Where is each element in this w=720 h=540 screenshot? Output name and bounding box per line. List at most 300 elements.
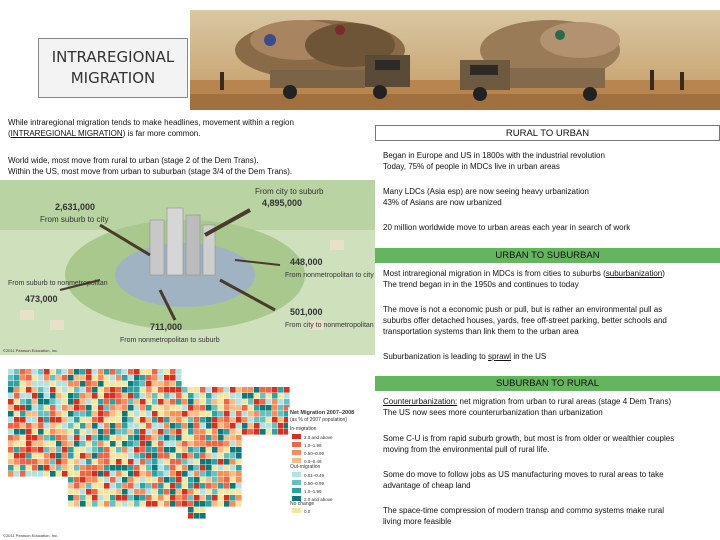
- city-to-nonmetro-count: 501,000: [290, 307, 323, 317]
- county-cell: [110, 489, 116, 495]
- county-cell: [50, 399, 56, 405]
- county-cell: [164, 471, 170, 477]
- county-cell: [170, 387, 176, 393]
- county-cell: [152, 453, 158, 459]
- county-cell: [164, 495, 170, 501]
- county-cell: [38, 375, 44, 381]
- county-cell: [98, 369, 104, 375]
- county-cell: [32, 417, 38, 423]
- county-cell: [116, 375, 122, 381]
- county-cell: [122, 405, 128, 411]
- county-cell: [128, 393, 134, 399]
- county-cell: [14, 417, 20, 423]
- county-cell: [248, 411, 254, 417]
- county-cell: [26, 423, 32, 429]
- county-cell: [92, 471, 98, 477]
- urban-suburban-p2-line-3: transportation systems than link them to the urban area: [383, 327, 579, 336]
- map-credit: ©2011 Pearson Education, Inc.: [3, 533, 59, 538]
- county-cell: [92, 453, 98, 459]
- county-cell: [62, 459, 68, 465]
- county-cell: [224, 453, 230, 459]
- urban-suburban-p2-line-2: suburbs offer detached houses, yards, free off-street parking, better schools and: [383, 316, 667, 325]
- county-cell: [122, 387, 128, 393]
- county-cell: [98, 495, 104, 501]
- county-cell: [128, 489, 134, 495]
- county-cell: [206, 441, 212, 447]
- county-cell: [146, 381, 152, 387]
- county-cell: [8, 417, 14, 423]
- suburb-to-nonmetro-label: From suburb to nonmetropolitan: [8, 280, 108, 287]
- county-cell: [140, 369, 146, 375]
- county-cell: [170, 483, 176, 489]
- suburban-rural-p2-line-2: moving from the environmental pull of rural life.: [383, 445, 550, 454]
- county-cell: [152, 381, 158, 387]
- county-cell: [284, 387, 290, 393]
- county-cell: [44, 441, 50, 447]
- county-cell: [104, 483, 110, 489]
- county-cell: [74, 381, 80, 387]
- county-cell: [92, 489, 98, 495]
- suburban-to-rural-heading: SUBURBAN TO RURAL: [375, 376, 720, 391]
- county-cell: [122, 465, 128, 471]
- county-cell: [26, 375, 32, 381]
- county-cell: [92, 411, 98, 417]
- rural-urban-p2-line-2: 43% of Asians are now urbanized: [383, 198, 502, 207]
- county-cell: [212, 501, 218, 507]
- county-cell: [56, 459, 62, 465]
- county-cell: [230, 387, 236, 393]
- county-cell: [140, 393, 146, 399]
- county-cell: [92, 477, 98, 483]
- county-cell: [92, 369, 98, 375]
- county-cell: [14, 453, 20, 459]
- county-cell: [104, 447, 110, 453]
- county-cell: [200, 513, 206, 519]
- county-cell: [152, 459, 158, 465]
- county-cell: [206, 459, 212, 465]
- county-cell: [134, 423, 140, 429]
- county-cell: [98, 489, 104, 495]
- county-cell: [224, 417, 230, 423]
- county-cell: [140, 411, 146, 417]
- county-cell: [212, 489, 218, 495]
- worldwide-line-1: World wide, most move from rural to urban (stage 2 of the Dem Trans).: [8, 156, 259, 165]
- county-cell: [98, 393, 104, 399]
- county-cell: [146, 399, 152, 405]
- legend-out-label-2: 1.0–1.99: [304, 489, 322, 494]
- county-cell: [236, 393, 242, 399]
- county-cell: [230, 405, 236, 411]
- county-cell: [86, 429, 92, 435]
- county-cell: [74, 495, 80, 501]
- county-cell: [8, 405, 14, 411]
- county-cell: [26, 399, 32, 405]
- county-cell: [68, 423, 74, 429]
- county-cell: [110, 411, 116, 417]
- suburban-rural-p4-line-1: The space-time compression of modern transp and commo systems make rural: [383, 506, 664, 515]
- county-cell: [254, 393, 260, 399]
- intro-line-2: [8, 128, 373, 139]
- county-cell: [14, 471, 20, 477]
- county-cell: [158, 459, 164, 465]
- county-cell: [122, 495, 128, 501]
- county-cell: [218, 453, 224, 459]
- county-cell: [146, 471, 152, 477]
- county-cell: [122, 471, 128, 477]
- intraregional-migration-diagram: [0, 180, 375, 355]
- county-cell: [26, 381, 32, 387]
- county-cell: [26, 435, 32, 441]
- county-cell: [236, 465, 242, 471]
- county-cell: [14, 399, 20, 405]
- county-cell: [110, 453, 116, 459]
- county-cell: [224, 393, 230, 399]
- county-cell: [62, 369, 68, 375]
- county-cell: [86, 495, 92, 501]
- county-cell: [122, 477, 128, 483]
- county-cell: [56, 453, 62, 459]
- county-cell: [194, 465, 200, 471]
- county-cell: [152, 417, 158, 423]
- county-cell: [116, 453, 122, 459]
- intro-line-1: While intraregional migration tends to make headlines, movement within a region: [8, 118, 294, 127]
- county-cell: [92, 495, 98, 501]
- county-cell: [86, 489, 92, 495]
- county-cell: [218, 495, 224, 501]
- county-cell: [80, 375, 86, 381]
- county-cell: [194, 429, 200, 435]
- county-cell: [212, 411, 218, 417]
- county-cell: [26, 417, 32, 423]
- county-cell: [116, 489, 122, 495]
- county-cell: [98, 387, 104, 393]
- county-cell: [110, 417, 116, 423]
- county-cell: [224, 387, 230, 393]
- county-cell: [170, 465, 176, 471]
- county-cell: [278, 399, 284, 405]
- county-cell: [56, 429, 62, 435]
- county-cell: [92, 399, 98, 405]
- county-cell: [20, 441, 26, 447]
- county-cell: [164, 381, 170, 387]
- county-cell: [230, 477, 236, 483]
- county-cell: [38, 429, 44, 435]
- county-cell: [260, 417, 266, 423]
- county-cell: [140, 501, 146, 507]
- county-cell: [158, 495, 164, 501]
- county-cell: [8, 381, 14, 387]
- county-cell: [140, 477, 146, 483]
- county-cell: [278, 423, 284, 429]
- county-cell: [20, 453, 26, 459]
- county-cell: [50, 435, 56, 441]
- county-cell: [110, 447, 116, 453]
- county-cell: [170, 441, 176, 447]
- county-cell: [68, 465, 74, 471]
- county-cell: [188, 411, 194, 417]
- county-cell: [194, 471, 200, 477]
- county-cell: [212, 477, 218, 483]
- county-cell: [266, 387, 272, 393]
- county-cell: [260, 387, 266, 393]
- county-cell: [56, 423, 62, 429]
- county-cell: [116, 477, 122, 483]
- urban-to-suburban-heading: URBAN TO SUBURBAN: [375, 248, 720, 263]
- county-cell: [242, 429, 248, 435]
- county-cell: [134, 369, 140, 375]
- county-cell: [140, 429, 146, 435]
- county-cell: [20, 405, 26, 411]
- county-cell: [158, 435, 164, 441]
- county-cell: [116, 423, 122, 429]
- county-cell: [176, 483, 182, 489]
- county-cell: [32, 447, 38, 453]
- county-cell: [182, 417, 188, 423]
- county-cell: [68, 369, 74, 375]
- county-cell: [26, 429, 32, 435]
- county-cell: [188, 465, 194, 471]
- county-cell: [20, 435, 26, 441]
- county-cell: [14, 429, 20, 435]
- county-cell: [170, 453, 176, 459]
- county-cell: [218, 435, 224, 441]
- county-cell: [56, 399, 62, 405]
- diagram-credit: ©2011 Pearson Education, Inc.: [3, 348, 59, 353]
- county-cell: [50, 375, 56, 381]
- county-cell: [20, 387, 26, 393]
- urban-suburban-paragraph-3: [383, 351, 718, 362]
- county-cell: [20, 429, 26, 435]
- county-cell: [50, 447, 56, 453]
- county-cell: [206, 435, 212, 441]
- county-cell: [152, 441, 158, 447]
- county-cell: [188, 453, 194, 459]
- county-cell: [32, 441, 38, 447]
- county-cell: [140, 483, 146, 489]
- county-cell: [146, 375, 152, 381]
- county-cell: [224, 447, 230, 453]
- county-cell: [224, 471, 230, 477]
- county-cell: [158, 465, 164, 471]
- county-cell: [146, 423, 152, 429]
- county-cell: [188, 417, 194, 423]
- county-cell: [212, 435, 218, 441]
- county-cell: [146, 435, 152, 441]
- county-cell: [14, 381, 20, 387]
- county-cell: [62, 417, 68, 423]
- county-cell: [182, 393, 188, 399]
- county-cell: [98, 375, 104, 381]
- county-cell: [110, 435, 116, 441]
- county-cell: [50, 369, 56, 375]
- county-cell: [56, 375, 62, 381]
- county-cell: [170, 423, 176, 429]
- county-cell: [164, 435, 170, 441]
- county-cell: [206, 447, 212, 453]
- county-cell: [74, 483, 80, 489]
- county-cell: [170, 381, 176, 387]
- county-cell: [116, 405, 122, 411]
- county-cell: [176, 429, 182, 435]
- county-cell: [20, 369, 26, 375]
- county-cell: [62, 423, 68, 429]
- county-cell: [134, 453, 140, 459]
- county-cell: [206, 477, 212, 483]
- county-cell: [272, 429, 278, 435]
- worldwide-line-2: Within the US, most move from urban to suburban (stage 3/4 of the Dem Trans).: [8, 167, 293, 176]
- county-cell: [278, 405, 284, 411]
- county-cell: [38, 471, 44, 477]
- county-cell: [128, 459, 134, 465]
- county-cell: [188, 387, 194, 393]
- county-cell: [68, 381, 74, 387]
- county-cell: [194, 453, 200, 459]
- urban-suburban-p1-line-1: [383, 268, 718, 279]
- county-cell: [164, 447, 170, 453]
- county-cell: [158, 489, 164, 495]
- county-cell: [80, 435, 86, 441]
- county-cell: [146, 447, 152, 453]
- county-cell: [170, 411, 176, 417]
- county-cell: [206, 489, 212, 495]
- county-cell: [218, 393, 224, 399]
- county-cell: [206, 453, 212, 459]
- county-cell: [278, 411, 284, 417]
- nonmetro-to-suburb-label: From nonmetropolitan to suburb: [120, 337, 220, 344]
- county-cell: [218, 471, 224, 477]
- county-cell: [200, 405, 206, 411]
- county-cell: [230, 489, 236, 495]
- county-cell: [224, 465, 230, 471]
- county-cell: [80, 423, 86, 429]
- county-cell: [152, 375, 158, 381]
- county-cell: [224, 489, 230, 495]
- county-cell: [74, 417, 80, 423]
- urban-suburban-p3-text-a: Suburbanization is leading to: [383, 352, 488, 361]
- county-cell: [62, 441, 68, 447]
- county-cell: [134, 405, 140, 411]
- county-cell: [98, 411, 104, 417]
- county-cell: [44, 375, 50, 381]
- county-cell: [20, 399, 26, 405]
- county-cell: [230, 459, 236, 465]
- urban-suburban-paragraph-2: [383, 304, 718, 337]
- county-cell: [122, 447, 128, 453]
- us-net-migration-map: [0, 355, 375, 540]
- county-cell: [44, 399, 50, 405]
- county-cell: [164, 441, 170, 447]
- county-cell: [26, 411, 32, 417]
- county-cell: [92, 501, 98, 507]
- county-cell: [56, 387, 62, 393]
- suburban-rural-paragraph-4: [383, 505, 718, 527]
- county-cell: [272, 387, 278, 393]
- county-cell: [38, 381, 44, 387]
- county-cell: [74, 399, 80, 405]
- county-cell: [80, 405, 86, 411]
- county-cell: [62, 381, 68, 387]
- county-cell: [212, 495, 218, 501]
- county-cell: [92, 405, 98, 411]
- county-cell: [74, 435, 80, 441]
- county-cell: [116, 411, 122, 417]
- county-cell: [188, 477, 194, 483]
- county-cell: [104, 423, 110, 429]
- county-cell: [74, 429, 80, 435]
- county-cell: [200, 471, 206, 477]
- county-cell: [200, 489, 206, 495]
- county-cell: [68, 375, 74, 381]
- map-legend: [288, 407, 370, 535]
- county-cell: [140, 453, 146, 459]
- county-cell: [98, 465, 104, 471]
- county-cell: [200, 507, 206, 513]
- county-cell: [14, 423, 20, 429]
- county-cell: [110, 465, 116, 471]
- county-cell: [164, 489, 170, 495]
- county-cell: [74, 471, 80, 477]
- county-cell: [158, 375, 164, 381]
- county-cell: [158, 423, 164, 429]
- county-cell: [158, 477, 164, 483]
- county-cell: [20, 459, 26, 465]
- county-cell: [68, 501, 74, 507]
- county-cell: [194, 441, 200, 447]
- county-cell: [242, 405, 248, 411]
- county-cell: [194, 501, 200, 507]
- legend-in-swatch-1: [292, 442, 301, 447]
- county-cell: [170, 459, 176, 465]
- county-cell: [224, 441, 230, 447]
- county-cell: [188, 489, 194, 495]
- nonmetro-to-city-count: 448,000: [290, 257, 323, 267]
- county-cell: [50, 381, 56, 387]
- county-cell: [116, 387, 122, 393]
- county-cell: [200, 423, 206, 429]
- county-cell: [56, 405, 62, 411]
- county-cell: [224, 483, 230, 489]
- county-cell: [80, 477, 86, 483]
- county-cell: [164, 423, 170, 429]
- county-cell: [134, 489, 140, 495]
- county-cell: [80, 483, 86, 489]
- county-cell: [86, 405, 92, 411]
- county-cell: [50, 393, 56, 399]
- county-cell: [44, 435, 50, 441]
- county-cell: [164, 405, 170, 411]
- county-cell: [44, 387, 50, 393]
- county-cell: [218, 429, 224, 435]
- county-cell: [20, 417, 26, 423]
- rural-to-urban-heading: RURAL TO URBAN: [375, 125, 720, 141]
- county-cell: [80, 411, 86, 417]
- county-cell: [74, 453, 80, 459]
- county-cell: [98, 405, 104, 411]
- county-cell: [56, 465, 62, 471]
- county-cell: [266, 411, 272, 417]
- county-cell: [182, 501, 188, 507]
- county-cell: [152, 447, 158, 453]
- county-cell: [20, 393, 26, 399]
- county-cell: [206, 411, 212, 417]
- county-cell: [134, 393, 140, 399]
- county-cell: [212, 387, 218, 393]
- county-cell: [56, 393, 62, 399]
- county-cell: [218, 465, 224, 471]
- county-cell: [158, 411, 164, 417]
- county-cell: [182, 411, 188, 417]
- county-cell: [176, 423, 182, 429]
